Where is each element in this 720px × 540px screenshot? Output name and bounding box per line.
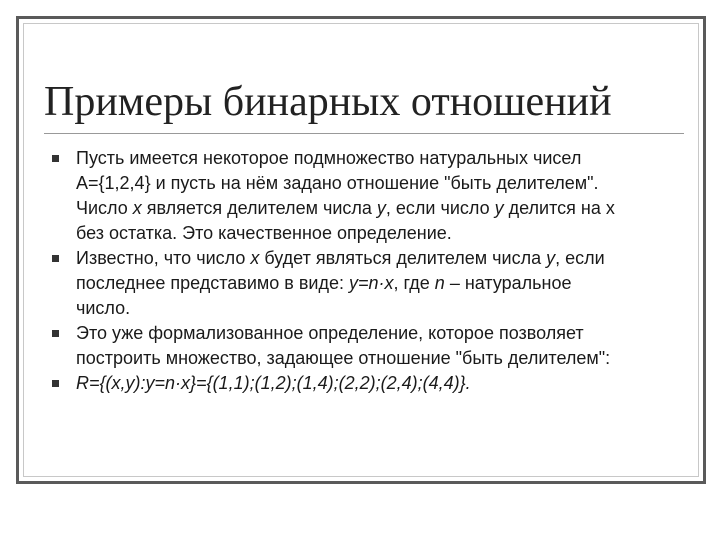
bullet-1-line-2: A={1,2,4} и пусть на нём задано отношение "быть делителем". [76,173,599,193]
text-run: Число [76,198,133,218]
text-run: делится на x [503,198,615,218]
slide-title: Примеры бинарных отношений [44,79,612,125]
text-run: является делителем числа [141,198,377,218]
bullet-3-line-2: построить множество, задающее отношение "быть делителем": [76,348,611,368]
text-run: будет являться делителем числа [259,248,547,268]
bullet-1-line-4: без остатка. Это качественное определение. [76,223,452,243]
text-run: , если [555,248,605,268]
bullet-item-2 [50,246,690,321]
bullet-list [50,146,690,396]
text-run: , если число [385,198,495,218]
square-bullet-icon [52,380,59,387]
formula: y=n·x [348,273,394,293]
bullet-1-line-3 [76,196,690,221]
bullet-item-3 [50,321,690,371]
var-y: y [546,248,556,268]
text-run: Известно, что число [76,248,251,268]
bullet-1-line-1: Пусть имеется некоторое подмножество натуральных чисел [76,148,582,168]
title-divider [44,133,684,134]
var-x: x [132,198,142,218]
var-y: y [494,198,504,218]
bullet-item-4 [50,371,690,396]
text-run: – натуральное [444,273,572,293]
bullet-3-line-1: Это уже формализованное определение, которое позволяет [76,323,584,343]
bullet-4-formula: R={(x,y):y=n·x}={(1,1);(1,2);(1,4);(2,2);(2,4);(4,4)}. [76,373,471,393]
bullet-2-line-3: число. [76,298,131,318]
var-n: n [434,273,445,293]
text-run: последнее представимо в виде: [76,273,349,293]
bullet-2-line-2 [76,271,690,296]
text-run: , где [393,273,435,293]
bullet-item-1 [50,146,690,246]
var-y: y [376,198,386,218]
square-bullet-icon [52,330,59,337]
bullet-2-line-1 [76,246,690,271]
square-bullet-icon [52,155,59,162]
square-bullet-icon [52,255,59,262]
var-x: x [250,248,260,268]
